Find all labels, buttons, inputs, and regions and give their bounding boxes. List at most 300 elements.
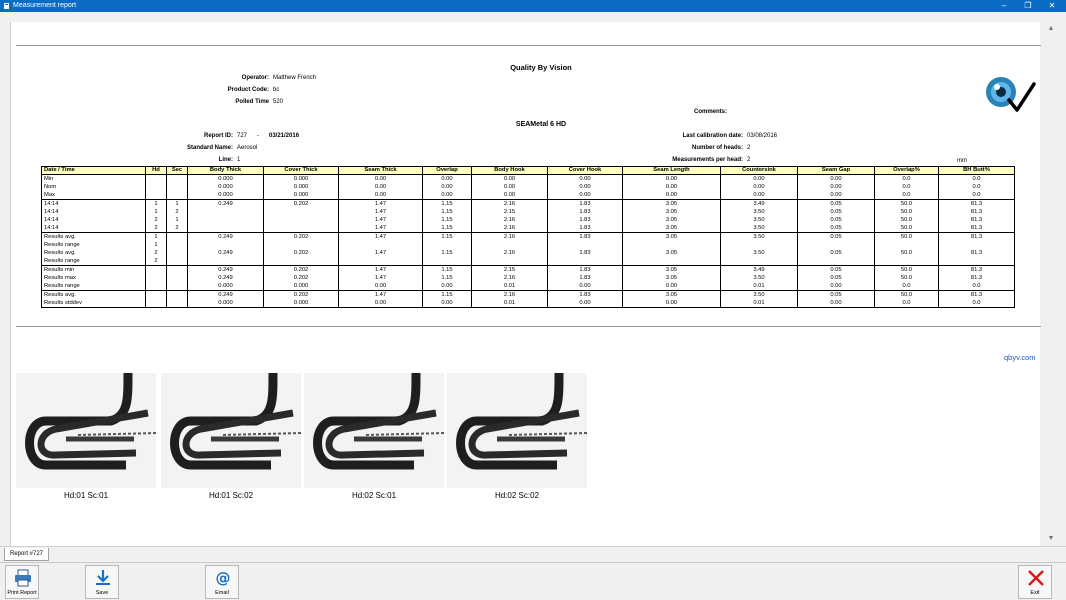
table-cell: 3.05 — [623, 200, 721, 209]
table-cell: 2.16 — [472, 274, 548, 282]
table-cell — [264, 257, 339, 266]
table-cell: 2 — [167, 224, 188, 233]
table-cell: 3.05 — [623, 274, 721, 282]
website-link[interactable]: qbyv.com — [1004, 353, 1036, 362]
table-cell: 1.47 — [339, 200, 423, 209]
table-cell: 0.00 — [548, 175, 623, 184]
table-cell: 0.00 — [472, 183, 548, 191]
red-x-icon — [1027, 569, 1045, 587]
table-cell: 1 — [167, 200, 188, 209]
at-sign-icon — [214, 569, 232, 587]
table-cell: Results range — [42, 282, 146, 291]
table-cell: 0.0 — [939, 191, 1015, 200]
col-header: Sec — [167, 167, 188, 175]
table-cell: 1 — [146, 208, 167, 216]
table-cell: 0.01 — [472, 282, 548, 291]
app-icon — [3, 2, 11, 10]
table-cell: 1.15 — [423, 274, 472, 282]
table-cell: 0.05 — [798, 249, 875, 257]
table-row — [42, 175, 1015, 184]
seam-cross-section-image — [447, 373, 587, 488]
table-cell: 0.000 — [188, 282, 264, 291]
save-button[interactable] — [85, 565, 119, 599]
table-cell: 0.0 — [939, 282, 1015, 291]
table-cell — [798, 241, 875, 249]
col-header: Seam Thick — [339, 167, 423, 175]
table-cell — [423, 257, 472, 266]
units-label: mm — [957, 158, 967, 164]
table-cell: 0.00 — [548, 191, 623, 200]
table-cell: 0.00 — [798, 175, 875, 184]
table-row — [42, 282, 1015, 291]
table-cell: 81.3 — [939, 266, 1015, 275]
table-cell: 0.00 — [339, 183, 423, 191]
table-cell: 3.49 — [721, 200, 798, 209]
close-window-button[interactable]: ✕ — [1048, 1, 1056, 10]
table-cell: 0.00 — [339, 299, 423, 308]
meas-per-head-value: 2 — [747, 157, 751, 163]
table-cell: 3.05 — [623, 233, 721, 242]
table-cell: 0.000 — [264, 299, 339, 308]
table-cell: 14:14 — [42, 208, 146, 216]
table-cell: 1.47 — [339, 224, 423, 233]
table-cell: 1.83 — [548, 233, 623, 242]
svg-text:@: @ — [215, 569, 231, 587]
table-row — [42, 233, 1015, 242]
table-cell: 81.3 — [939, 208, 1015, 216]
table-cell: 0.05 — [798, 291, 875, 300]
table-cell: 3.05 — [623, 224, 721, 233]
table-cell: 50.0 — [875, 200, 939, 209]
table-cell: 81.3 — [939, 291, 1015, 300]
table-cell: 2.16 — [472, 200, 548, 209]
table-cell: 1.47 — [339, 266, 423, 275]
table-cell: 0.0 — [875, 299, 939, 308]
table-cell: 3.50 — [721, 291, 798, 300]
table-cell: 0.00 — [472, 175, 548, 184]
table-cell: 0.00 — [623, 282, 721, 291]
table-cell: 0.249 — [188, 200, 264, 209]
num-heads-value: 2 — [747, 145, 751, 151]
table-row — [42, 291, 1015, 300]
bottom-toolbar — [0, 562, 1066, 600]
image-caption: Hd:02 Sc:01 — [351, 491, 397, 500]
table-cell: 14:14 — [42, 224, 146, 233]
table-cell: 3.05 — [623, 208, 721, 216]
table-cell: 3.50 — [721, 208, 798, 216]
table-row — [42, 299, 1015, 308]
table-row — [42, 191, 1015, 200]
email-label: Email — [215, 590, 229, 596]
table-cell: 0.01 — [472, 299, 548, 308]
report-viewport — [0, 12, 1066, 546]
table-cell: Results stddev — [42, 299, 146, 308]
table-cell: 0.00 — [423, 299, 472, 308]
table-cell: 0.00 — [472, 191, 548, 200]
title-bar — [0, 0, 1066, 12]
table-cell: 1.83 — [548, 291, 623, 300]
table-cell — [167, 266, 188, 275]
vertical-scrollbar[interactable] — [1044, 22, 1058, 546]
table-cell: Results avg. — [42, 233, 146, 242]
table-cell: 0.202 — [264, 233, 339, 242]
table-cell: 0.202 — [264, 249, 339, 257]
table-cell: 0.05 — [798, 216, 875, 224]
col-header: Hd — [146, 167, 167, 175]
email-button[interactable] — [205, 565, 239, 599]
table-cell — [339, 241, 423, 249]
table-cell: 0.000 — [264, 183, 339, 191]
product-code-value: bc — [273, 87, 280, 93]
table-cell: 0.01 — [721, 282, 798, 291]
table-cell: Results max — [42, 274, 146, 282]
table-cell: 0.202 — [264, 291, 339, 300]
eye-check-logo-icon — [981, 72, 1036, 117]
table-cell: 0.00 — [798, 299, 875, 308]
scroll-up-arrow-icon[interactable]: ▲ — [1047, 25, 1055, 32]
table-cell — [623, 257, 721, 266]
table-cell: 50.0 — [875, 274, 939, 282]
table-cell — [798, 257, 875, 266]
table-cell: 50.0 — [875, 224, 939, 233]
table-cell — [264, 216, 339, 224]
table-cell: 81.3 — [939, 233, 1015, 242]
table-cell: 1.47 — [339, 216, 423, 224]
table-cell: 1.83 — [548, 274, 623, 282]
table-cell — [721, 241, 798, 249]
table-cell: 14:14 — [42, 200, 146, 209]
table-cell: 50.0 — [875, 216, 939, 224]
table-cell: 3.50 — [721, 249, 798, 257]
table-body — [42, 175, 1015, 308]
table-cell: 1.15 — [423, 216, 472, 224]
image-caption: Hd:02 Sc:02 — [494, 491, 540, 500]
table-cell: 1.83 — [548, 200, 623, 209]
restore-button[interactable]: ❐ — [1024, 1, 1032, 10]
table-cell — [167, 249, 188, 257]
seam-cross-section-image — [161, 373, 301, 488]
table-row — [42, 183, 1015, 191]
table-cell — [188, 257, 264, 266]
table-cell: 3.05 — [623, 249, 721, 257]
table-cell: 0.05 — [798, 274, 875, 282]
table-cell — [188, 224, 264, 233]
table-cell: 0.000 — [188, 299, 264, 308]
table-cell: 3.50 — [721, 233, 798, 242]
seam-cross-section-image — [16, 373, 156, 488]
seam-cross-section-image — [304, 373, 444, 488]
table-cell: 0.00 — [339, 282, 423, 291]
table-cell: 1.47 — [339, 233, 423, 242]
table-cell — [188, 208, 264, 216]
table-cell: 1 — [167, 216, 188, 224]
table-cell — [423, 241, 472, 249]
table-cell: 1.47 — [339, 291, 423, 300]
table-cell: 0.00 — [623, 183, 721, 191]
machine-title: SEAMetal 6 HD — [515, 121, 567, 128]
table-cell: 0.0 — [875, 282, 939, 291]
print-report-label: Print Report — [7, 590, 37, 596]
table-cell: 1.15 — [423, 233, 472, 242]
last-calibration-label: Last calibration date: — [682, 133, 743, 139]
table-cell: 0.05 — [798, 200, 875, 209]
table-cell: 3.50 — [721, 224, 798, 233]
table-cell: 1.15 — [423, 266, 472, 275]
report-id-separator: - — [257, 133, 259, 139]
table-cell: 2.16 — [472, 291, 548, 300]
table-cell — [146, 266, 167, 275]
table-cell — [167, 191, 188, 200]
table-cell — [721, 257, 798, 266]
product-code-label: Product Code: — [227, 87, 269, 93]
table-cell — [167, 274, 188, 282]
report-page — [10, 22, 1040, 546]
table-cell: 0.249 — [188, 249, 264, 257]
table-cell: 81.3 — [939, 274, 1015, 282]
table-cell: 0.00 — [423, 183, 472, 191]
table-cell — [167, 257, 188, 266]
table-cell: 0.0 — [939, 175, 1015, 184]
table-cell — [146, 291, 167, 300]
image-caption: Hd:01 Sc:02 — [208, 491, 254, 500]
table-cell: 0.00 — [423, 282, 472, 291]
table-row — [42, 257, 1015, 266]
table-cell: 2 — [167, 208, 188, 216]
table-cell: 2.15 — [472, 208, 548, 216]
printer-icon — [14, 569, 32, 587]
table-cell: 0.249 — [188, 233, 264, 242]
exit-button[interactable] — [1018, 565, 1052, 599]
image-caption: Hd:01 Sc:01 — [63, 491, 109, 500]
standard-name-label: Standard Name: — [186, 145, 233, 151]
table-row — [42, 224, 1015, 233]
table-cell: 0.00 — [623, 191, 721, 200]
table-cell: Results range — [42, 257, 146, 266]
table-cell — [472, 241, 548, 249]
scroll-down-arrow-icon[interactable]: ▼ — [1047, 535, 1055, 542]
comments-label: Comments: — [693, 109, 727, 115]
table-cell: Results min — [42, 266, 146, 275]
num-heads-label: Number of heads: — [691, 145, 743, 151]
table-row — [42, 274, 1015, 282]
table-cell: 50.0 — [875, 249, 939, 257]
table-cell: 0.0 — [875, 191, 939, 200]
table-cell: 1.47 — [339, 249, 423, 257]
table-cell: 0.00 — [798, 191, 875, 200]
table-cell: 1.83 — [548, 249, 623, 257]
polled-time-label: Polled Time — [235, 99, 269, 105]
table-cell — [146, 299, 167, 308]
table-cell: 3.05 — [623, 216, 721, 224]
col-header: BH Butt% — [939, 167, 1015, 175]
table-cell — [167, 241, 188, 249]
bottom-divider — [16, 326, 1041, 327]
table-cell — [146, 175, 167, 184]
table-cell: Results avg. — [42, 249, 146, 257]
table-row — [42, 249, 1015, 257]
polled-time-value: 520 — [273, 99, 284, 105]
col-header: Overlap — [423, 167, 472, 175]
table-cell — [548, 241, 623, 249]
table-cell: 1.15 — [423, 208, 472, 216]
table-cell: 50.0 — [875, 266, 939, 275]
table-cell: 3.05 — [623, 266, 721, 275]
meas-per-head-label: Measurements per head: — [672, 157, 743, 163]
table-cell — [875, 257, 939, 266]
table-cell: 0.202 — [264, 200, 339, 209]
table-row — [42, 216, 1015, 224]
table-cell: Min — [42, 175, 146, 184]
col-header: Countersink — [721, 167, 798, 175]
table-cell: 2 — [146, 216, 167, 224]
table-cell — [146, 191, 167, 200]
table-cell: Results avg. — [42, 291, 146, 300]
col-header: Seam Gap — [798, 167, 875, 175]
table-cell: 0.01 — [721, 299, 798, 308]
table-cell: 2.16 — [472, 224, 548, 233]
table-cell: 0.00 — [721, 175, 798, 184]
measurement-table — [41, 166, 1015, 308]
table-cell: 0.000 — [188, 175, 264, 184]
table-cell: 50.0 — [875, 233, 939, 242]
table-cell: 1.83 — [548, 266, 623, 275]
table-cell — [167, 282, 188, 291]
table-cell: 0.05 — [798, 208, 875, 216]
table-cell: 0.249 — [188, 266, 264, 275]
table-cell — [167, 233, 188, 242]
col-header: Body Thick — [188, 167, 264, 175]
table-cell — [623, 241, 721, 249]
table-cell: 0.00 — [548, 183, 623, 191]
table-cell: 1.15 — [423, 291, 472, 300]
table-cell: 0.0 — [939, 299, 1015, 308]
line-value: 1 — [237, 157, 241, 163]
table-cell: 81.3 — [939, 200, 1015, 209]
col-header: Seam Length — [623, 167, 721, 175]
table-cell: 1 — [146, 200, 167, 209]
table-cell: 0.00 — [548, 299, 623, 308]
table-cell: 1.83 — [548, 216, 623, 224]
report-tab-strip — [0, 546, 1066, 562]
table-cell: 0.05 — [798, 224, 875, 233]
table-cell: 0.249 — [188, 274, 264, 282]
table-cell: 3.50 — [721, 274, 798, 282]
line-label: Line: — [218, 157, 233, 163]
table-cell — [264, 208, 339, 216]
table-cell — [188, 216, 264, 224]
last-calibration-value: 03/08/2016 — [747, 133, 778, 139]
table-cell: 0.0 — [939, 183, 1015, 191]
col-header: Cover Thick — [264, 167, 339, 175]
col-header: Date / Time — [42, 167, 146, 175]
table-cell: 3.50 — [721, 216, 798, 224]
table-cell: 1 — [146, 241, 167, 249]
table-cell — [875, 241, 939, 249]
minimize-button[interactable]: – — [1001, 1, 1007, 10]
table-cell — [939, 257, 1015, 266]
table-row — [42, 208, 1015, 216]
company-title: Quality By Vision — [510, 63, 572, 72]
table-cell: 2 — [146, 249, 167, 257]
table-cell — [146, 282, 167, 291]
table-cell: 1.47 — [339, 208, 423, 216]
table-cell: 1.83 — [548, 224, 623, 233]
table-cell: 1.15 — [423, 249, 472, 257]
table-cell: 50.0 — [875, 291, 939, 300]
table-cell: Nom — [42, 183, 146, 191]
standard-name-value: Aerosol — [237, 145, 258, 151]
table-cell: 0.00 — [721, 191, 798, 200]
table-cell: 3.49 — [721, 266, 798, 275]
operator-value: Matthew French — [273, 75, 317, 81]
table-cell: 0.202 — [264, 274, 339, 282]
table-cell: 3.05 — [623, 291, 721, 300]
table-cell: 1.47 — [339, 274, 423, 282]
table-row — [42, 200, 1015, 209]
table-row — [42, 266, 1015, 275]
table-cell: 81.3 — [939, 224, 1015, 233]
exit-label: Exit — [1030, 590, 1040, 596]
table-cell: 0.000 — [264, 175, 339, 184]
table-cell — [167, 175, 188, 184]
table-cell: 2.16 — [472, 216, 548, 224]
table-cell: 0.00 — [623, 299, 721, 308]
table-cell: 1.15 — [423, 224, 472, 233]
save-label: Save — [95, 590, 109, 596]
table-cell: 1.83 — [548, 208, 623, 216]
tab-report[interactable]: Report #727 — [4, 548, 49, 561]
top-divider — [16, 45, 1041, 46]
table-cell — [472, 257, 548, 266]
table-cell: 0.0 — [875, 183, 939, 191]
table-cell: 81.3 — [939, 249, 1015, 257]
print-report-button[interactable] — [5, 565, 39, 599]
table-row — [42, 241, 1015, 249]
col-header: Overlap% — [875, 167, 939, 175]
download-arrow-icon — [94, 569, 112, 587]
table-cell — [167, 299, 188, 308]
table-cell: 0.05 — [798, 233, 875, 242]
table-cell — [167, 291, 188, 300]
table-cell: 2 — [146, 224, 167, 233]
table-cell — [167, 183, 188, 191]
table-header-row — [42, 167, 1015, 175]
table-cell: 0.202 — [264, 266, 339, 275]
table-cell — [188, 241, 264, 249]
window-title: Measurement report — [13, 2, 77, 9]
table-cell: 0.00 — [339, 175, 423, 184]
table-cell: 0.00 — [548, 282, 623, 291]
table-cell: 0.000 — [264, 282, 339, 291]
table-cell — [939, 241, 1015, 249]
table-cell: 0.000 — [264, 191, 339, 200]
table-cell — [264, 224, 339, 233]
report-date-value: 03/21/2016 — [269, 133, 300, 139]
table-cell: 1.15 — [423, 200, 472, 209]
table-cell: Results range — [42, 241, 146, 249]
table-cell: 2.16 — [472, 249, 548, 257]
table-cell: 0.00 — [423, 191, 472, 200]
table-cell: 2.15 — [472, 266, 548, 275]
table-cell: 0.00 — [721, 183, 798, 191]
table-cell — [146, 274, 167, 282]
col-header: Body Hook — [472, 167, 548, 175]
table-cell: Max — [42, 191, 146, 200]
table-cell: 0.0 — [875, 175, 939, 184]
table-cell: 0.000 — [188, 183, 264, 191]
table-cell: 0.00 — [798, 282, 875, 291]
table-cell: 0.00 — [423, 175, 472, 184]
